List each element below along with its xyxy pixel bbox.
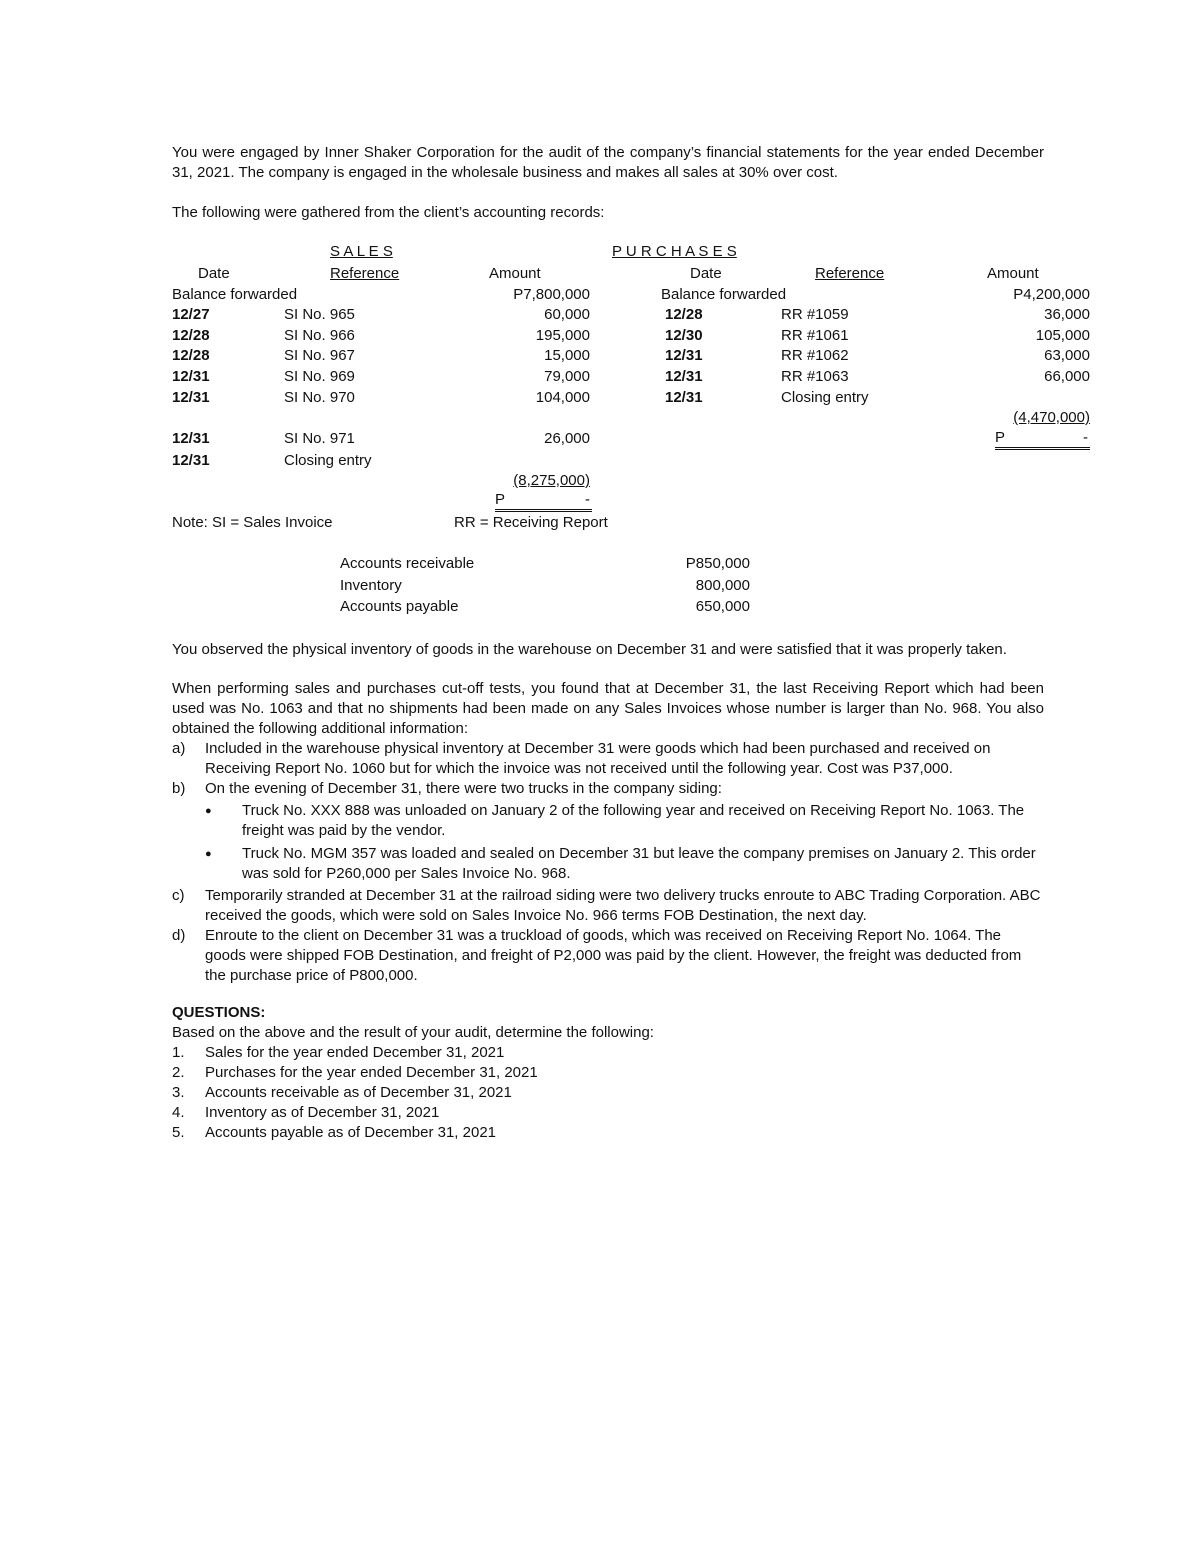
purchases-date-header: Date <box>690 265 722 282</box>
purchases-final-p: P <box>995 429 1006 446</box>
purchases-row-ref: RR #1061 <box>781 327 849 344</box>
sales-row-date: 12/31 <box>172 389 210 406</box>
purchases-reference-header: Reference <box>815 265 885 282</box>
sales-row-ref: SI No. 969 <box>284 368 355 385</box>
purchases-row-date: 12/31 <box>665 347 703 364</box>
cutoff-paragraph: When performing sales and purchases cut-off tests, you found that at December 31, the last Receiving Report which had been used was No. 1063 and that no shipments had been made on any Sales Invoices whose number is larger than No. 968. You also obtained the following additional information: <box>172 680 1044 737</box>
info-text: Included in the warehouse physical inventory at December 31 were goods which had been purchased and received on Receiving Report No. 1060 but for which the invoice was not received until the following year. Cost was P37,000. <box>205 740 991 777</box>
question-number: 2. <box>172 1064 185 1081</box>
balance-amount: P850,000 <box>685 555 750 572</box>
sales-title: S A L E S <box>330 243 393 260</box>
info-item-c <box>172 886 1044 926</box>
purchases-row-amount: 63,000 <box>1044 347 1090 364</box>
balance-amount: 800,000 <box>695 577 750 594</box>
sales-row-ref: SI No. 971 <box>284 430 355 447</box>
info-text: Enroute to the client on December 31 was a truckload of goods, which was received on Receiving Report No. 1064. The goods were shipped FOB Destination, and freight of P2,000 was paid by the client. However, the freight was deducted from the purchase price of P800,000. <box>205 927 1022 984</box>
info-text: On the evening of December 31, there were two trucks in the company siding: <box>205 780 722 797</box>
sales-row-date: 12/31 <box>172 368 210 385</box>
sales-date-header: Date <box>198 265 230 282</box>
purchases-final-total <box>995 429 1090 450</box>
question-item <box>172 1083 1044 1103</box>
question-item <box>172 1103 1044 1123</box>
truck-text: Truck No. XXX 888 was unloaded on January 2 of the following year and received on Receiving Report No. 1063. The freight was paid by the vendor. <box>242 802 1025 839</box>
sales-row-amount: 60,000 <box>544 306 590 323</box>
question-number: 4. <box>172 1104 185 1121</box>
sales-closing-amount: (8,275,000) <box>513 472 590 489</box>
purchases-amount-header: Amount <box>987 265 1039 282</box>
sales-row-ref: SI No. 965 <box>284 306 355 323</box>
purchases-closing-amount: (4,470,000) <box>1013 409 1090 426</box>
questions-list <box>172 1043 1044 1143</box>
purchases-row-date: 12/28 <box>665 306 703 323</box>
sales-row-amount: 195,000 <box>535 327 590 344</box>
purchases-row-date: 12/30 <box>665 327 703 344</box>
observation-paragraph: You observed the physical inventory of goods in the warehouse on December 31 and were satisfied that it was properly taken. <box>172 641 1007 658</box>
sales-row-date: 12/31 <box>172 430 210 447</box>
sales-amount-header: Amount <box>489 265 541 282</box>
question-text: Accounts payable as of December 31, 2021 <box>205 1124 497 1141</box>
purchases-balance-label: Balance forwarded <box>661 286 787 303</box>
sales-row-date: 12/28 <box>172 327 210 344</box>
purchases-row-ref: RR #1062 <box>781 347 849 364</box>
question-number: 3. <box>172 1084 185 1101</box>
sales-row-ref: SI No. 966 <box>284 327 355 344</box>
questions-intro: Based on the above and the result of your audit, determine the following: <box>172 1024 654 1041</box>
questions-heading: QUESTIONS: <box>172 1004 266 1021</box>
question-item <box>172 1043 1044 1063</box>
purchases-row-amount: 105,000 <box>1035 327 1090 344</box>
additional-info-list <box>172 739 1044 986</box>
truck-text: Truck No. MGM 357 was loaded and sealed on December 31 but leave the company premises on January 2. This order was sold for P260,000 per Sales Invoice No. 968. <box>242 845 1036 882</box>
bullet-icon: ● <box>205 805 212 817</box>
sales-balance-label: Balance forwarded <box>172 286 298 303</box>
info-text: Temporarily stranded at December 31 at the railroad siding were two delivery trucks enroute to ABC Trading Corporation. ABC received the goods, which were sold on Sales Invoice No. 966 terms FOB Destination, the next day. <box>205 887 1041 924</box>
purchases-row-ref: RR #1059 <box>781 306 849 323</box>
question-item <box>172 1123 1044 1143</box>
question-text: Purchases for the year ended December 31, 2021 <box>205 1064 538 1081</box>
sales-final-p: P <box>495 491 506 508</box>
purchases-final-dash: - <box>1083 429 1088 446</box>
info-marker: a) <box>172 740 186 757</box>
purchases-row-amount: 36,000 <box>1044 306 1090 323</box>
bullet-icon: ● <box>205 848 212 860</box>
balance-amount: 650,000 <box>695 598 750 615</box>
balance-label: Inventory <box>340 577 402 594</box>
intro-lead: The following were gathered from the client’s accounting records: <box>172 204 605 221</box>
balance-label: Accounts receivable <box>340 555 475 572</box>
sales-final-dash: - <box>585 491 590 508</box>
info-item-d <box>172 926 1044 986</box>
sales-row-ref: SI No. 970 <box>284 389 355 406</box>
info-item-a <box>172 739 1044 779</box>
sales-row-amount: 15,000 <box>544 347 590 364</box>
sales-final-total <box>495 491 592 512</box>
sales-row-amount: 104,000 <box>535 389 590 406</box>
purchases-row-amount: 66,000 <box>1044 368 1090 385</box>
sales-row-amount: 79,000 <box>544 368 590 385</box>
question-number: 1. <box>172 1044 185 1061</box>
sales-row-ref: SI No. 967 <box>284 347 355 364</box>
purchases-row-ref: Closing entry <box>781 389 869 406</box>
sales-reference-header: Reference <box>330 265 400 282</box>
info-item-b <box>172 779 1044 799</box>
info-marker: d) <box>172 927 186 944</box>
sales-row-date: 12/31 <box>172 452 210 469</box>
question-text: Sales for the year ended December 31, 2021 <box>205 1044 505 1061</box>
note-receiving-report: RR = Receiving Report <box>454 514 608 531</box>
sales-row-ref: Closing entry <box>284 452 372 469</box>
balance-label: Accounts payable <box>340 598 459 615</box>
sales-row-amount: 26,000 <box>544 430 590 447</box>
purchases-title: P U R C H A S E S <box>612 243 737 260</box>
intro-paragraph: You were engaged by Inner Shaker Corporation for the audit of the company’s financial statements for the year ended December 31, 2021. The company is engaged in the wholesale business and makes all sales at 30% over cost. <box>172 144 1044 181</box>
question-number: 5. <box>172 1124 185 1141</box>
sales-row-date: 12/28 <box>172 347 210 364</box>
purchases-balance-amount: P4,200,000 <box>1013 286 1090 303</box>
purchases-row-date: 12/31 <box>665 368 703 385</box>
sales-balance-amount: P7,800,000 <box>513 286 590 303</box>
sales-row-date: 12/27 <box>172 306 210 323</box>
note-sales-invoice: Note: SI = Sales Invoice <box>172 514 333 531</box>
question-text: Accounts receivable as of December 31, 2021 <box>205 1084 512 1101</box>
purchases-row-date: 12/31 <box>665 389 703 406</box>
question-text: Inventory as of December 31, 2021 <box>205 1104 440 1121</box>
truck-item <box>172 801 1044 841</box>
info-marker: b) <box>172 780 186 797</box>
info-marker: c) <box>172 887 185 904</box>
purchases-row-ref: RR #1063 <box>781 368 849 385</box>
truck-item <box>172 844 1044 884</box>
question-item <box>172 1063 1044 1083</box>
